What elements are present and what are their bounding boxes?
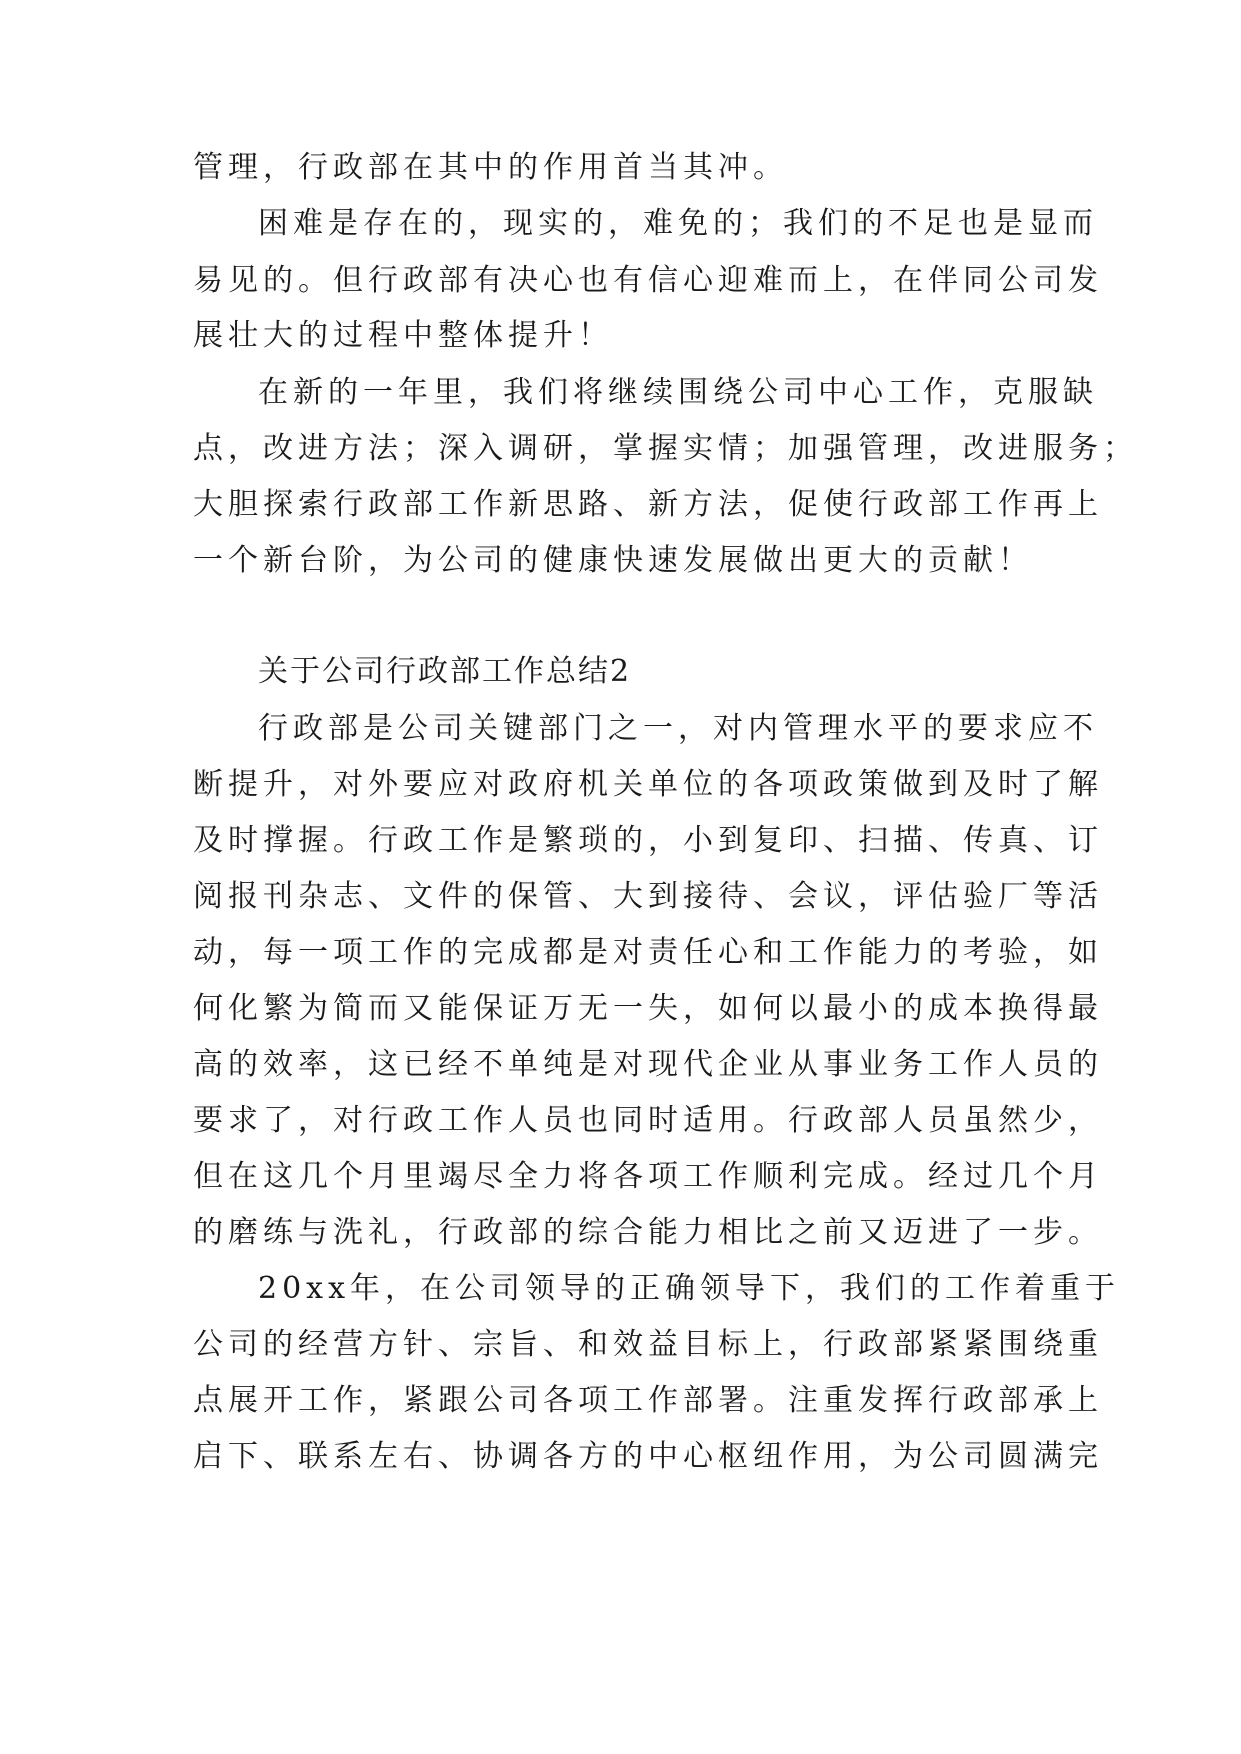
text-line: 及时撑握。行政工作是繁琐的，小到复印、扫描、传真、订 — [193, 823, 1103, 858]
text-line: 动，每一项工作的完成都是对责任心和工作能力的考验，如 — [193, 935, 1103, 970]
text-line: 断提升，对外要应对政府机关单位的各项政策做到及时了解 — [193, 767, 1103, 802]
text-line: 阅报刊杂志、文件的保管、大到接待、会议，评估验厂等活 — [193, 879, 1103, 914]
text-line: 点展开工作，紧跟公司各项工作部署。注重发挥行政部承上 — [193, 1383, 1103, 1418]
text-line: 的磨练与洗礼，行政部的综合能力相比之前又迈进了一步。 — [193, 1215, 1103, 1250]
text-line: 大胆探索行政部工作新思路、新方法，促使行政部工作再上 — [193, 487, 1103, 522]
text-line: 管理，行政部在其中的作用首当其冲。 — [193, 150, 788, 185]
text-line: 何化繁为简而又能保证万无一失，如何以最小的成本换得最 — [193, 991, 1103, 1026]
text-line: 但在这几个月里竭尽全力将各项工作顺利完成。经过几个月 — [193, 1159, 1103, 1194]
text-line: 在新的一年里，我们将继续围绕公司中心工作，克服缺 — [258, 375, 1098, 410]
text-line: 一个新台阶，为公司的健康快速发展做出更大的贡献！ — [193, 543, 1033, 578]
text-line: 公司的经营方针、宗旨、和效益目标上，行政部紧紧围绕重 — [193, 1327, 1103, 1362]
text-line: 易见的。但行政部有决心也有信心迎难而上，在伴同公司发 — [193, 263, 1103, 298]
text-line: 展壮大的过程中整体提升！ — [193, 318, 613, 353]
text-line: 困难是存在的，现实的，难免的；我们的不足也是显而 — [258, 206, 1098, 241]
text-line: 启下、联系左右、协调各方的中心枢纽作用，为公司圆满完 — [193, 1439, 1103, 1474]
text-line: 要求了，对行政工作人员也同时适用。行政部人员虽然少， — [193, 1103, 1103, 1138]
text-line: 点，改进方法；深入调研，掌握实情；加强管理，改进服务； — [193, 431, 1138, 466]
section-title: 关于公司行政部工作总结2 — [258, 654, 632, 689]
text-line: 高的效率，这已经不单纯是对现代企业从事业务工作人员的 — [193, 1047, 1103, 1082]
text-line: 行政部是公司关键部门之一，对内管理水平的要求应不 — [258, 711, 1098, 746]
text-line: 20xx年，在公司领导的正确领导下，我们的工作着重于 — [258, 1271, 1121, 1306]
